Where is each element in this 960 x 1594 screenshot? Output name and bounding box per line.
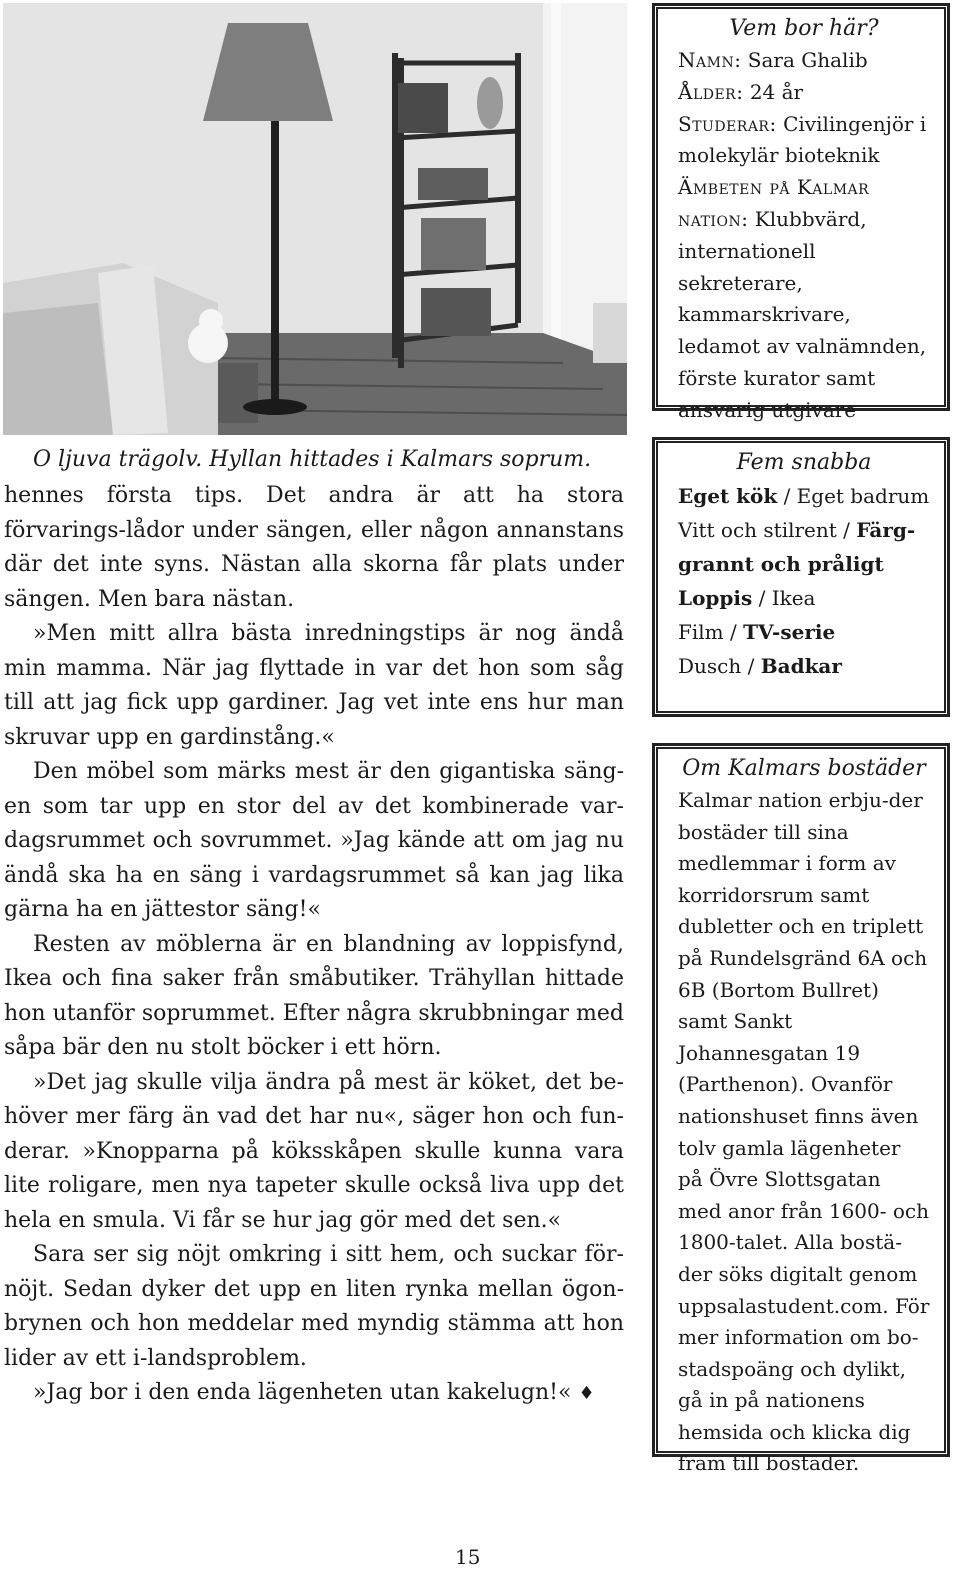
choice-option: Loppis [678, 586, 753, 610]
box-title: Fem snabba [736, 450, 872, 475]
choice-separator: / [741, 654, 761, 678]
choice-option: Färg-grannt och pråligt [678, 518, 916, 576]
article-paragraph: Resten av möblerna är en blandning av loppisfynd, Ikea och fina saker från småbutiker. Trähyllan hittade hon utanför soprummet. Efter några skrubbningar med såpa bär den nu stolt böcker i ett hörn. [4, 931, 624, 1060]
article-paragraph: »Det jag skulle vilja ändra på mest är köket, det be-höver mer färg än vad det har nu«, säger hon och fun-derar. »Knopparna på köksskåpen skulle kunna vara lite roligare, men nya tapeter skulle också liva upp det hela en smula. Vi får se hur jag gör med det sen.« [4, 1069, 624, 1233]
studies-label: Studerar: [678, 111, 777, 136]
choice-option: TV-serie [743, 620, 836, 644]
offices-label: Ämbeten på Kalmar nation: [678, 175, 870, 231]
choice-separator: / [777, 484, 797, 508]
choice-option: Dusch [678, 654, 742, 678]
choice-option: Vitt och stilrent [678, 518, 837, 542]
page-number: 15 [455, 1545, 481, 1569]
choice-option: Badkar [760, 654, 842, 678]
article-body [4, 479, 624, 1412]
age-value: 24 år [749, 79, 804, 104]
studies-row [678, 109, 930, 173]
choice-option: Eget kök [678, 484, 778, 508]
offices-row [678, 172, 930, 426]
choice-separator: / [752, 586, 772, 610]
interior-photo [3, 3, 627, 435]
article-paragraph-last [4, 1376, 624, 1412]
offices-value: Klubbvärd, internationell sekreterare, kammarskrivare, ledamot av valnämnden, förste kurator samt ansvarig utgivare [678, 206, 927, 422]
box-title: Vem bor här? [729, 16, 879, 41]
article-paragraph: hennes första tips. Det andra är att ha stora förvarings-lådor under sängen, eller någon annanstans där det inte syns. Nästan alla skorna får plats under sängen. Men bara nästan. [4, 483, 624, 612]
article-paragraph: Sara ser sig nöjt omkring i sitt hem, och suckar för-nöjt. Sedan dyker det upp en liten rynka mellan ögon-brynen och hon meddelar med myndig stämma att hon lider av ett i-landsproblem. [4, 1242, 624, 1371]
age-row [678, 77, 930, 109]
article-paragraph: Den möbel som märks mest är den gigantiska säng-en som tar upp en stor del av det kombinerade var-dagsrummet och sovrummet. »Jag kände att om jag nu ändå ska ha en säng i vardagsrummet så kan jag lika gärna ha en jättestor säng!« [4, 759, 624, 922]
choice-pair [678, 513, 930, 581]
name-label: Namn: [678, 48, 742, 72]
studies-value: Civilingenjör i molekylär bioteknik [678, 111, 927, 168]
closing-quote: »Jag bor i den enda lägenheten utan kakelugn!« [33, 1380, 572, 1405]
choice-pair [678, 479, 930, 513]
article-paragraph: »Men mitt allra bästa inredningstips är nog ändå min mamma. När jag flyttade in var det hon som såg till att jag fick upp gardiner. Jag vet inte ens hur man skruvar upp en gardinstång.« [4, 621, 624, 750]
photo-caption: O ljuva trägolv. Hyllan hittades i Kalmars soprum. [33, 447, 592, 472]
housing-box [653, 744, 949, 1476]
housing-text: Kalmar nation erbju-der bostäder till sina medlemmar i form av korridorsrum samt dubletter och en triplett på Rundelsgränd 6A och 6B (Bortom Bullret) samt Sankt Johannesgatan 19 (Parthenon). Ovanför nationshuset finns även tolv gamla lägenheter på Övre Slottsgatan med anor från 1600- och 1800-talet. Alla bostä-der söks digitalt genom uppsalastudent.com. För mer information om bo-stadspoäng och dylikt, gå in på nationens hemsida och klicka dig fram till bostäder. [678, 788, 930, 1476]
end-mark-icon: ♦ [578, 1383, 595, 1404]
name-row [678, 45, 930, 77]
five-quick-box [653, 438, 949, 716]
choice-separator: / [836, 518, 857, 542]
choice-option: Eget badrum [796, 484, 930, 508]
who-lives-here-box [653, 4, 949, 422]
choice-separator: / [723, 620, 744, 644]
choice-pair [678, 615, 930, 649]
choice-pair [678, 581, 930, 615]
box-title: Om Kalmars bostäder [682, 756, 926, 781]
name-value: Sara Ghalib [747, 48, 868, 72]
choice-option: Film [678, 620, 724, 644]
choice-option: Ikea [771, 586, 816, 610]
room-illustration [3, 3, 627, 435]
age-label: Ålder: [678, 79, 744, 104]
choice-pair [678, 649, 930, 683]
